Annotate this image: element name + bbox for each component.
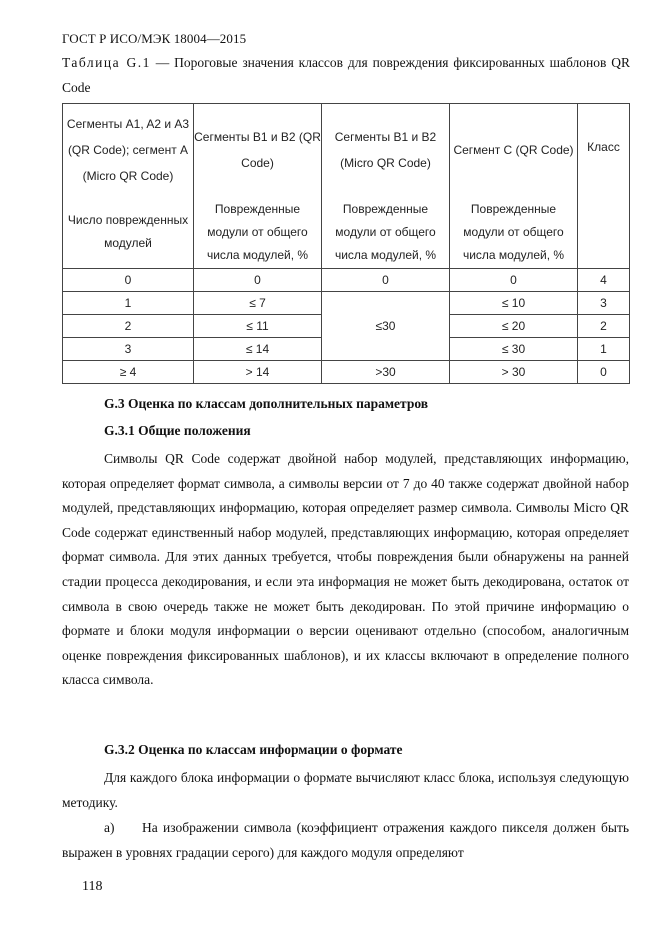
- subheader-damaged-percent-b-micro: Поврежденные модули от общего числа модулей, %: [322, 196, 450, 269]
- table-cell: 3: [578, 292, 630, 315]
- list-item-a-marker: а): [104, 820, 115, 836]
- table-cell: 0: [322, 269, 450, 292]
- subheader-damaged-percent-b-qr: Поврежденные модули от общего числа модулей, %: [194, 196, 322, 269]
- table-cell: 0: [578, 361, 630, 384]
- standard-header: ГОСТ Р ИСО/МЭК 18004—2015: [62, 31, 247, 46]
- table-header-row: [63, 104, 630, 197]
- table-cell: ≤ 7: [194, 292, 322, 315]
- table-cell: 0: [194, 269, 322, 292]
- table-row: [63, 269, 630, 292]
- page-number: 118: [82, 879, 103, 894]
- table-cell: ≤ 14: [194, 338, 322, 361]
- table-cell: > 30: [450, 361, 578, 384]
- table-cell-merged: ≤30: [322, 292, 450, 361]
- table-cell: 0: [450, 269, 578, 292]
- section-g32-paragraph: Для каждого блока информации о формате вычисляют класс блока, используя следующую методику.: [62, 770, 629, 810]
- table-cell: 2: [63, 315, 194, 338]
- table-cell: ≤ 11: [194, 315, 322, 338]
- table-cell: 1: [578, 338, 630, 361]
- subheader-damaged-percent-c: Поврежденные модули от общего числа модулей, %: [450, 196, 578, 269]
- table-cell: 4: [578, 269, 630, 292]
- table-cell: > 14: [194, 361, 322, 384]
- section-g31-paragraph: Символы QR Code содержат двойной набор модулей, представляющих информацию, которая определяет формат символа, а символы версии от 7 до 40 также содержат двойной набор модулей, представляющих информацию, которая определяет размер символа. Символы Micro QR Code содержат единственный набор модулей, представляющих информацию, которая определяет формат символа. Для этих данных требуется, чтобы повреждения были обнаружены на ранней стадии процесса декодирования, и если эта информация не может быть декодирована, остаток от символа в свою очередь также не может быть декодирован. По этой причине информацию о формате и блоки модуля информации о версии оценивают отдельно (способом, аналогичным оценке повреждения фиксированных шаблонов), и их классы включают в определение полного класса символа.: [62, 451, 629, 688]
- table-cell: 3: [63, 338, 194, 361]
- table-row: [63, 361, 630, 384]
- table-cell: ≤ 10: [450, 292, 578, 315]
- section-g31-body: [62, 447, 629, 693]
- section-g32-body: [62, 766, 629, 865]
- subheader-damaged-count: Число поврежденных модулей: [63, 196, 194, 269]
- table-cell: ≤ 20: [450, 315, 578, 338]
- header-segments-a: Сегменты A1, A2 и A3 (QR Code); сегмент A (Micro QR Code): [63, 104, 194, 197]
- list-item-a-text: На изображении символа (коэффициент отражения каждого пикселя должен быть выражен в уровнях градации серого) для каждого модуля определяют: [62, 820, 629, 860]
- section-g3-heading: G.3 Оценка по классам дополнительных параметров: [104, 396, 429, 411]
- table-cell: ≤ 30: [450, 338, 578, 361]
- header-class: Класс: [578, 104, 630, 269]
- table-cell: ≥ 4: [63, 361, 194, 384]
- table-row: [63, 292, 630, 315]
- table-caption-label: Таблица G.1: [62, 55, 151, 70]
- table-caption: [62, 50, 630, 100]
- thresholds-table: [62, 103, 630, 384]
- header-segment-c: Сегмент C (QR Code): [450, 104, 578, 197]
- header-segments-b-micro: Сегменты B1 и B2 (Micro QR Code): [322, 104, 450, 197]
- table-cell: 1: [63, 292, 194, 315]
- header-segments-b-qr: Сегменты B1 и B2 (QR Code): [194, 104, 322, 197]
- list-item-a: [62, 816, 629, 865]
- table-cell: 2: [578, 315, 630, 338]
- section-g31-heading: G.3.1 Общие положения: [104, 423, 251, 438]
- table-cell: 0: [63, 269, 194, 292]
- table-subheader-row: [63, 196, 630, 269]
- table-caption-text: — Пороговые значения классов для повреждения фиксированных шаблонов QR Code: [62, 55, 630, 95]
- section-g32-heading: G.3.2 Оценка по классам информации о формате: [104, 742, 403, 757]
- table-cell: >30: [322, 361, 450, 384]
